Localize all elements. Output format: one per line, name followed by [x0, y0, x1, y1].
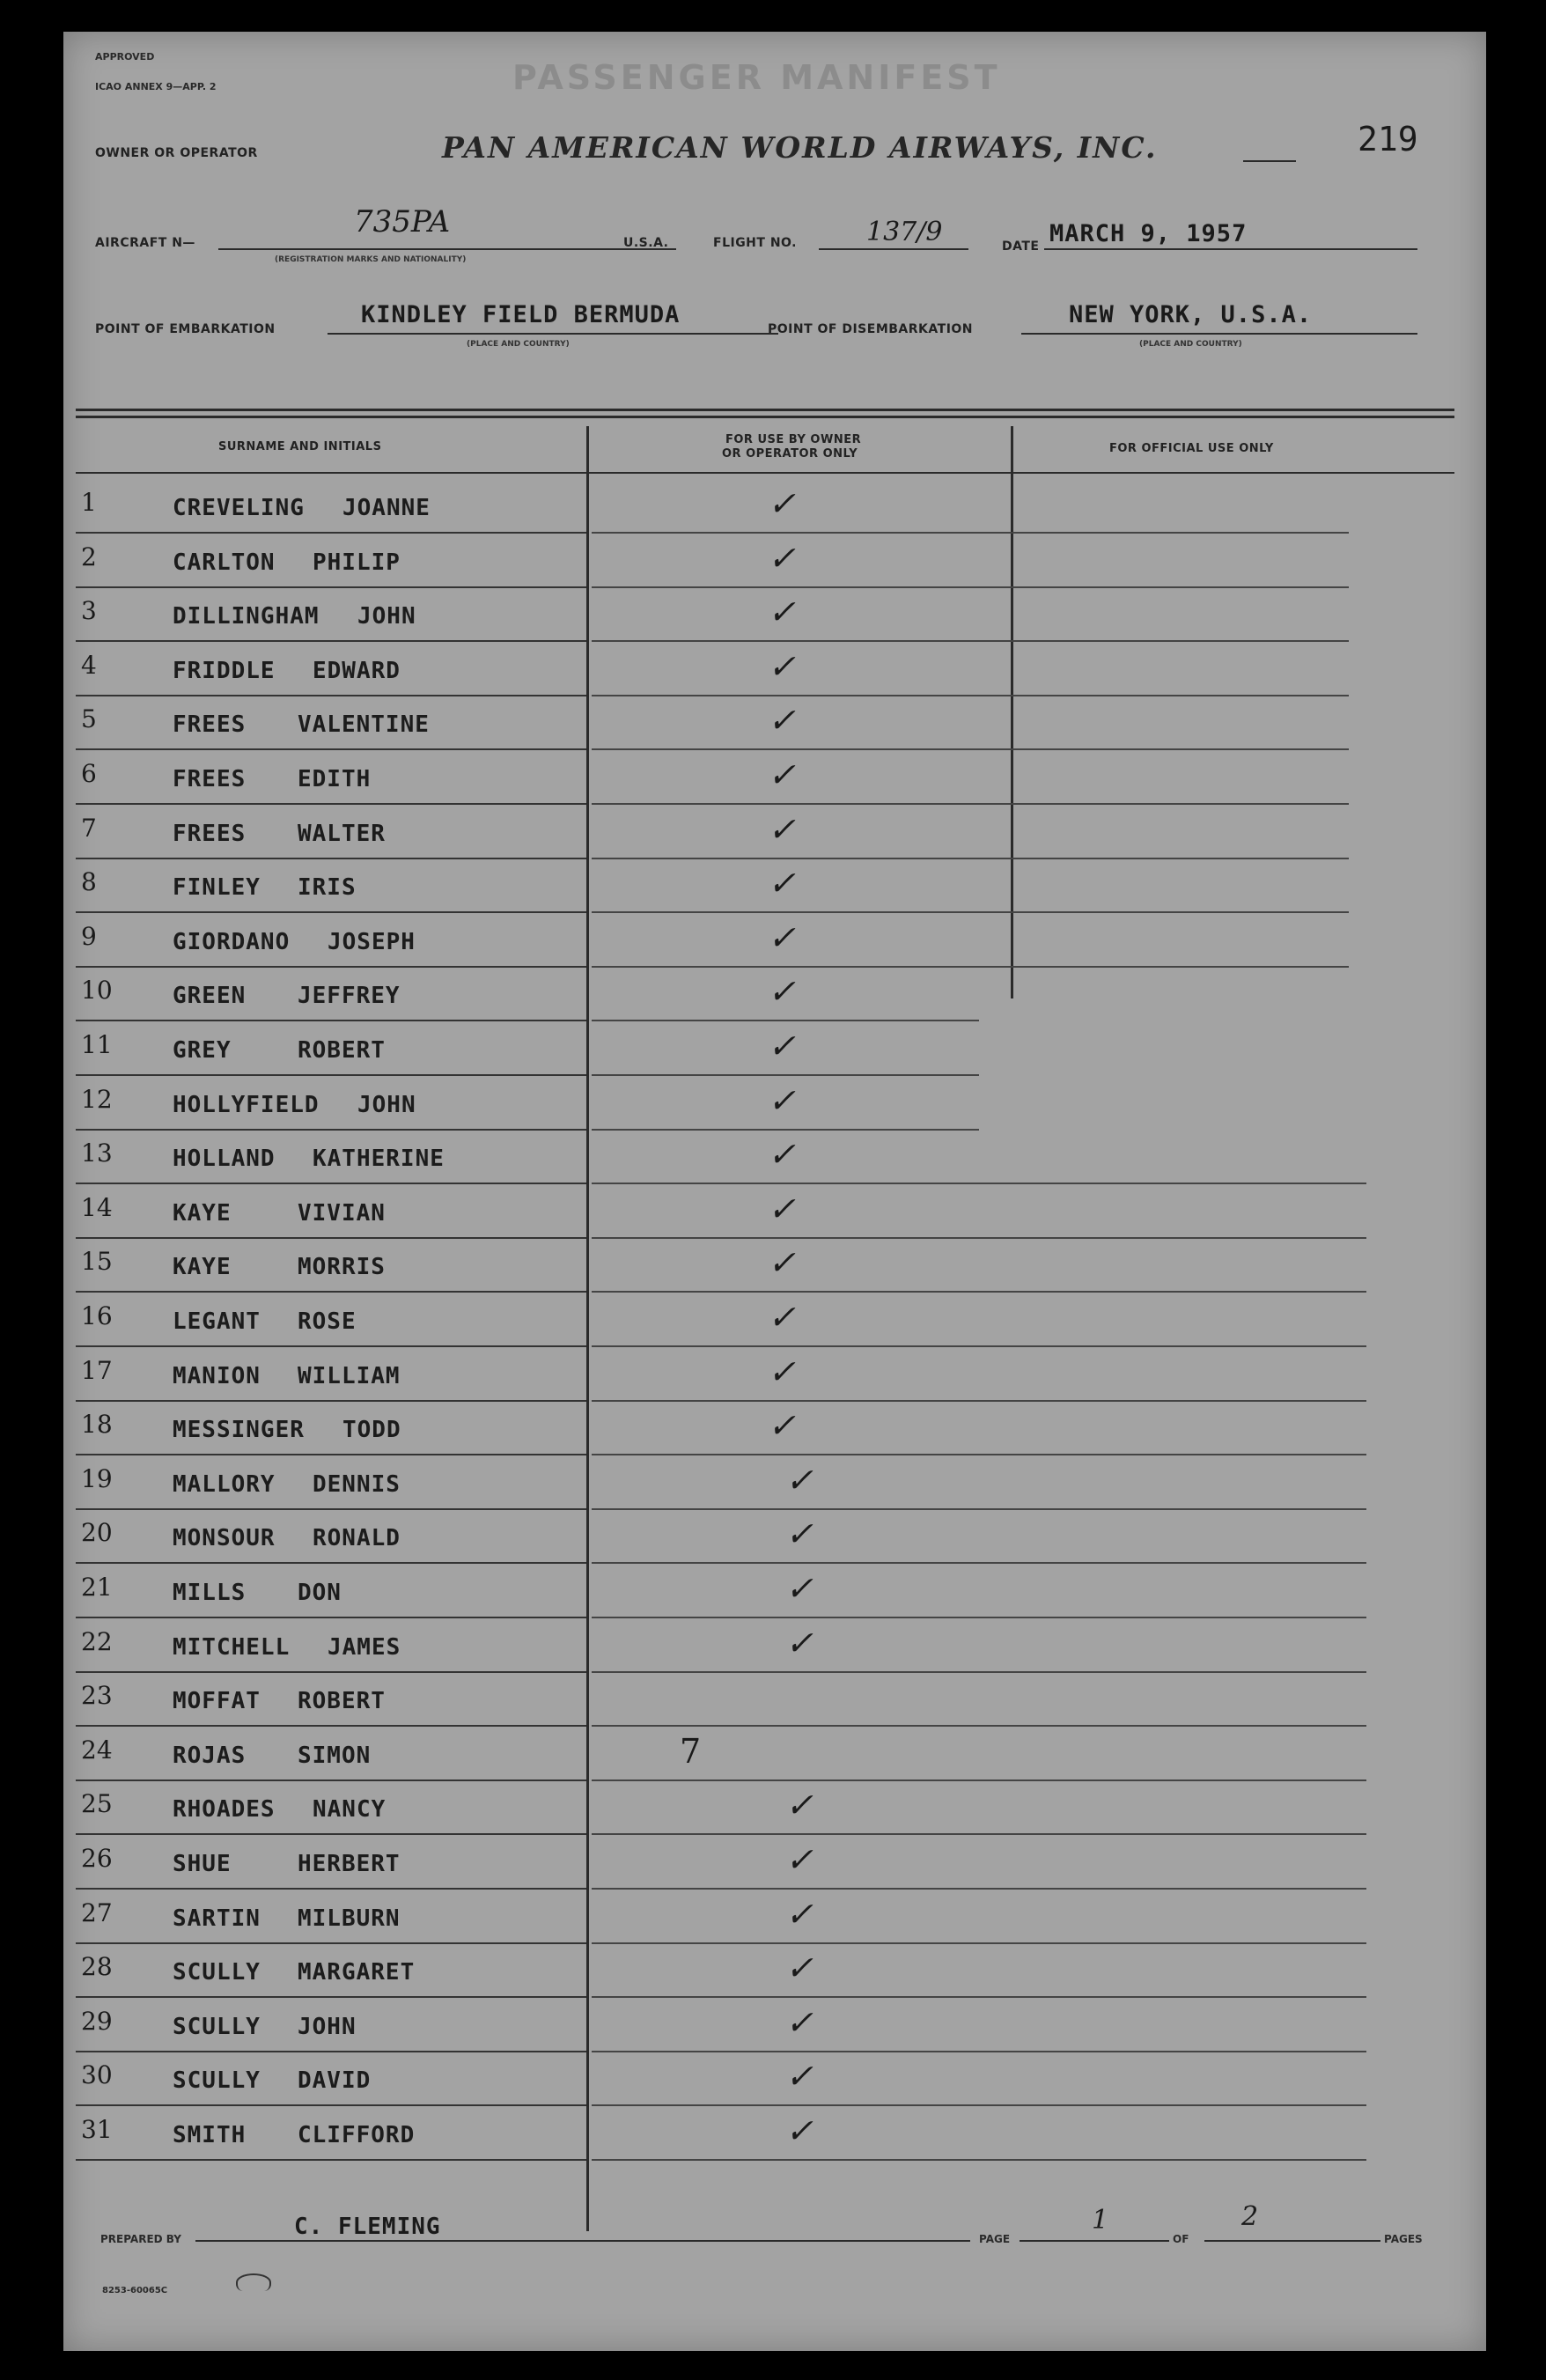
row-rule	[76, 1617, 586, 1618]
row-rule	[76, 1888, 586, 1890]
form-title: PASSENGER MANIFEST	[512, 58, 1001, 97]
check-mark: ✓	[768, 539, 796, 578]
row-number: 1	[81, 488, 97, 517]
passenger-row	[63, 1786, 1486, 1844]
row-rule-right	[592, 1345, 1366, 1347]
row-rule-right	[592, 748, 1349, 750]
owner-underline	[1243, 160, 1296, 162]
row-rule	[76, 1562, 586, 1564]
passenger-surname: KAYE	[173, 1200, 232, 1227]
row-rule-right	[592, 1237, 1366, 1239]
row-number: 20	[81, 1518, 113, 1547]
row-rule	[76, 695, 586, 696]
passenger-given-name: KATHERINE	[313, 1146, 445, 1172]
row-rule	[76, 640, 586, 642]
row-rule-right	[592, 1291, 1366, 1293]
row-number: 31	[81, 2115, 113, 2144]
check-mark: ✓	[768, 1243, 796, 1282]
passenger-row	[63, 1190, 1486, 1248]
passenger-row	[63, 1624, 1486, 1682]
row-rule	[76, 1020, 586, 1021]
row-rule	[76, 1345, 586, 1347]
passenger-row	[63, 1406, 1486, 1464]
row-rule	[76, 1400, 586, 1402]
passenger-row	[63, 810, 1486, 868]
passenger-row	[63, 2003, 1486, 2061]
passenger-surname: MOFFAT	[173, 1688, 261, 1714]
passenger-surname: FINLEY	[173, 874, 261, 901]
row-rule-right	[592, 2104, 1366, 2106]
row-rule	[76, 1237, 586, 1239]
passenger-row	[63, 2057, 1486, 2115]
of-underline	[1204, 2240, 1380, 2242]
passenger-surname: SCULLY	[173, 2014, 261, 2040]
row-rule-right	[592, 2159, 1366, 2161]
check-mark: ✓	[785, 1840, 813, 1879]
owner-label: OWNER OR OPERATOR	[95, 146, 258, 160]
check-mark: 7	[680, 1732, 702, 1771]
passenger-given-name: SIMON	[298, 1743, 372, 1769]
row-rule	[76, 1183, 586, 1184]
passenger-given-name: MILBURN	[298, 1905, 401, 1932]
passenger-given-name: TODD	[342, 1417, 401, 1443]
row-number: 24	[81, 1735, 113, 1765]
check-mark: ✓	[768, 1027, 796, 1065]
row-number: 6	[81, 759, 97, 788]
row-rule-right	[592, 1074, 979, 1076]
check-mark: ✓	[768, 1406, 796, 1445]
row-rule-right	[592, 1779, 1366, 1781]
passenger-given-name: ROBERT	[298, 1037, 386, 1064]
passenger-surname: LEGANT	[173, 1308, 261, 1335]
passenger-given-name: IRIS	[298, 874, 357, 901]
passenger-surname: MITCHELL	[173, 1634, 291, 1661]
passenger-row	[63, 593, 1486, 651]
row-rule-right	[592, 966, 1349, 968]
passenger-given-name: WILLIAM	[298, 1363, 401, 1389]
passenger-row	[63, 2111, 1486, 2170]
passenger-given-name: MARGARET	[298, 1959, 416, 1986]
passenger-given-name: PHILIP	[313, 549, 401, 576]
owner-value: PAN AMERICAN WORLD AIRWAYS, INC.	[442, 130, 1158, 165]
passenger-surname: MALLORY	[173, 1471, 276, 1498]
row-number: 8	[81, 867, 97, 896]
date-underline	[1044, 248, 1417, 250]
row-rule-right	[592, 1562, 1366, 1564]
row-rule-right	[592, 1400, 1366, 1402]
row-rule-right	[592, 1888, 1366, 1890]
date-value: MARCH 9, 1957	[1049, 220, 1248, 247]
passenger-row	[63, 755, 1486, 814]
check-mark: ✓	[768, 755, 796, 794]
approval-line-1: APPROVED	[95, 51, 155, 63]
page-value: 1	[1092, 2205, 1109, 2236]
prepared-value: C. FLEMING	[294, 2214, 441, 2240]
check-mark: ✓	[785, 1895, 813, 1934]
row-rule-right	[592, 803, 1349, 805]
passenger-given-name: JOANNE	[342, 495, 431, 521]
check-mark: ✓	[785, 1514, 813, 1553]
row-rule	[76, 1779, 586, 1781]
passenger-row	[63, 1949, 1486, 2007]
row-number: 18	[81, 1410, 113, 1439]
passenger-surname: ROJAS	[173, 1743, 247, 1769]
check-mark: ✓	[768, 484, 796, 523]
passenger-given-name: EDITH	[298, 766, 372, 792]
row-rule	[76, 1942, 586, 1944]
passenger-surname: FREES	[173, 821, 247, 847]
embark-label: POINT OF EMBARKATION	[95, 322, 276, 336]
passenger-row	[63, 918, 1486, 976]
place-note-1: (PLACE AND COUNTRY)	[467, 340, 570, 349]
passenger-row	[63, 1135, 1486, 1193]
passenger-row	[63, 1681, 1486, 1735]
passenger-given-name: HERBERT	[298, 1851, 401, 1877]
row-number: 21	[81, 1573, 113, 1602]
passenger-surname: SCULLY	[173, 2067, 261, 2094]
passenger-surname: GIORDANO	[173, 929, 291, 955]
passenger-surname: SARTIN	[173, 1905, 261, 1932]
row-rule	[76, 2159, 586, 2161]
passenger-given-name: NANCY	[313, 1796, 386, 1823]
passenger-surname: HOLLYFIELD	[173, 1092, 320, 1118]
row-rule-right	[592, 1996, 1366, 1998]
row-number: 15	[81, 1247, 113, 1276]
check-mark: ✓	[768, 918, 796, 957]
passenger-surname: MILLS	[173, 1580, 247, 1606]
passenger-given-name: DON	[298, 1580, 342, 1606]
usa-label: U.S.A.	[623, 236, 669, 250]
page-label: PAGE	[979, 2233, 1011, 2245]
check-mark: ✓	[768, 1081, 796, 1120]
row-rule	[76, 1725, 586, 1727]
column-official-use: FOR OFFICIAL USE ONLY	[1109, 442, 1274, 455]
row-rule	[76, 1291, 586, 1293]
passenger-row	[63, 1081, 1486, 1139]
row-number: 16	[81, 1301, 113, 1330]
row-rule	[76, 1074, 586, 1076]
flight-label: FLIGHT NO.	[713, 236, 797, 250]
passenger-given-name: ROSE	[298, 1308, 357, 1335]
check-mark: ✓	[768, 864, 796, 903]
check-mark: ✓	[785, 1461, 813, 1499]
passenger-row	[63, 1298, 1486, 1356]
check-mark: ✓	[768, 1190, 796, 1228]
passenger-given-name: EDWARD	[313, 658, 401, 684]
row-rule-right	[592, 1129, 979, 1131]
column-owner-use-1: FOR USE BY OWNER	[725, 433, 862, 446]
row-number: 26	[81, 1844, 113, 1873]
row-rule	[76, 1129, 586, 1131]
passenger-surname: KAYE	[173, 1254, 232, 1280]
row-number: 22	[81, 1627, 113, 1656]
passenger-row	[63, 1027, 1486, 1085]
passenger-given-name: JOHN	[298, 2014, 357, 2040]
row-number: 30	[81, 2060, 113, 2089]
check-mark: ✓	[768, 1352, 796, 1391]
row-number: 12	[81, 1085, 113, 1114]
passenger-given-name: JEFFREY	[298, 983, 401, 1009]
check-mark: ✓	[785, 1569, 813, 1608]
row-number: 14	[81, 1193, 113, 1222]
prepared-label: PREPARED BY	[100, 2233, 181, 2245]
passenger-surname: FREES	[173, 766, 247, 792]
passenger-row	[63, 701, 1486, 759]
row-number: 28	[81, 1952, 113, 1981]
row-rule	[76, 1508, 586, 1510]
flight-underline	[819, 248, 968, 250]
row-rule	[76, 1996, 586, 1998]
row-rule-right	[592, 1183, 1366, 1184]
passenger-given-name: DAVID	[298, 2067, 372, 2094]
passenger-given-name: RONALD	[313, 1525, 401, 1551]
row-number: 5	[81, 704, 97, 733]
check-mark: ✓	[785, 2111, 813, 2150]
embark-underline	[328, 333, 778, 335]
of-value: 2	[1241, 2201, 1259, 2232]
row-number: 23	[81, 1681, 113, 1710]
passenger-surname: SHUE	[173, 1851, 232, 1877]
column-owner-use-2: OR OPERATOR ONLY	[722, 447, 858, 461]
row-rule	[76, 1833, 586, 1835]
row-number: 19	[81, 1464, 113, 1493]
check-mark: ✓	[768, 972, 796, 1011]
passenger-given-name: ROBERT	[298, 1688, 386, 1714]
passenger-row	[63, 647, 1486, 705]
passenger-surname: SCULLY	[173, 1959, 261, 1986]
registration-note: (REGISTRATION MARKS AND NATIONALITY)	[275, 255, 467, 264]
form-number: 8253-60065C	[102, 2286, 168, 2295]
row-rule	[76, 803, 586, 805]
passenger-row	[63, 864, 1486, 922]
passenger-given-name: JAMES	[328, 1634, 401, 1661]
row-rule-right	[592, 911, 1349, 913]
passenger-given-name: WALTER	[298, 821, 386, 847]
row-number: 11	[81, 1030, 113, 1059]
passenger-row	[63, 1243, 1486, 1301]
page-stamp: 219	[1358, 120, 1418, 158]
passenger-surname: DILLINGHAM	[173, 603, 320, 630]
passenger-row	[63, 539, 1486, 597]
passenger-given-name: DENNIS	[313, 1471, 401, 1498]
row-rule	[76, 748, 586, 750]
passenger-given-name: CLIFFORD	[298, 2122, 416, 2148]
pages-label: PAGES	[1384, 2233, 1423, 2245]
header-rule	[76, 472, 1454, 474]
row-rule	[76, 586, 586, 588]
row-number: 17	[81, 1356, 113, 1385]
pan-am-logo-icon	[236, 2273, 271, 2291]
row-number: 3	[81, 596, 97, 625]
disembark-underline	[1021, 333, 1417, 335]
check-mark: ✓	[785, 1786, 813, 1824]
row-number: 25	[81, 1789, 113, 1818]
row-rule	[76, 532, 586, 534]
check-mark: ✓	[768, 1135, 796, 1174]
disembark-value: NEW YORK, U.S.A.	[1069, 301, 1313, 328]
check-mark: ✓	[785, 2057, 813, 2096]
row-number: 4	[81, 651, 97, 680]
of-label: OF	[1173, 2233, 1189, 2245]
row-rule-right	[592, 1020, 979, 1021]
passenger-surname: RHOADES	[173, 1796, 276, 1823]
row-rule	[76, 2051, 586, 2052]
passenger-row	[63, 1840, 1486, 1898]
row-rule-right	[592, 586, 1349, 588]
check-mark: ✓	[768, 593, 796, 631]
passenger-surname: CARLTON	[173, 549, 276, 576]
passenger-surname: FREES	[173, 711, 247, 738]
passenger-surname: MANION	[173, 1363, 261, 1389]
check-mark: ✓	[768, 647, 796, 686]
passenger-surname: HOLLAND	[173, 1146, 276, 1172]
embark-value: KINDLEY FIELD BERMUDA	[361, 301, 681, 328]
passenger-given-name: JOHN	[357, 1092, 416, 1118]
row-rule-right	[592, 1508, 1366, 1510]
column-surname: SURNAME AND INITIALS	[218, 440, 382, 453]
passenger-given-name: JOSEPH	[328, 929, 416, 955]
row-rule-right	[592, 1833, 1366, 1835]
check-mark: ✓	[768, 701, 796, 740]
row-number: 2	[81, 542, 97, 571]
flight-value: 137/9	[866, 217, 943, 247]
row-rule-right	[592, 695, 1349, 696]
passenger-row	[63, 1569, 1486, 1627]
check-mark: ✓	[785, 1949, 813, 1987]
row-rule-right	[592, 2051, 1366, 2052]
passenger-row	[63, 1461, 1486, 1519]
aircraft-underline	[218, 248, 676, 250]
passenger-given-name: MORRIS	[298, 1254, 386, 1280]
passenger-surname: SMITH	[173, 2122, 247, 2148]
manifest-page	[63, 32, 1486, 2351]
passenger-row	[63, 1895, 1486, 1953]
prepared-underline	[195, 2240, 970, 2242]
row-rule	[76, 1671, 586, 1673]
row-rule-right	[592, 1617, 1366, 1618]
passenger-given-name: VIVIAN	[298, 1200, 386, 1227]
aircraft-value: 735PA	[354, 204, 451, 239]
passenger-row	[63, 484, 1486, 542]
row-rule-right	[592, 1454, 1366, 1455]
passenger-surname: MONSOUR	[173, 1525, 276, 1551]
passenger-row	[63, 1514, 1486, 1573]
passenger-row	[63, 1352, 1486, 1411]
passenger-given-name: JOHN	[357, 603, 416, 630]
disembark-label: POINT OF DISEMBARKATION	[768, 322, 974, 336]
row-rule-right	[592, 532, 1349, 534]
passenger-surname: GREY	[173, 1037, 232, 1064]
passenger-row	[63, 972, 1486, 1030]
check-mark: ✓	[785, 1624, 813, 1662]
page-underline	[1020, 2240, 1169, 2242]
row-rule-right	[592, 1942, 1366, 1944]
row-rule	[76, 966, 586, 968]
check-mark: ✓	[768, 810, 796, 849]
row-number: 29	[81, 2007, 113, 2036]
table-rule-top-2	[76, 416, 1454, 418]
passenger-row	[63, 1732, 1486, 1790]
place-note-2: (PLACE AND COUNTRY)	[1139, 340, 1242, 349]
passenger-surname: FRIDDLE	[173, 658, 276, 684]
row-number: 13	[81, 1138, 113, 1168]
row-rule	[76, 1454, 586, 1455]
check-mark: ✓	[768, 1298, 796, 1337]
row-number: 27	[81, 1898, 113, 1927]
passenger-surname: GREEN	[173, 983, 247, 1009]
passenger-given-name: VALENTINE	[298, 711, 430, 738]
row-number: 7	[81, 814, 97, 843]
approval-line-2: ICAO ANNEX 9—APP. 2	[95, 81, 217, 92]
row-number: 10	[81, 976, 113, 1005]
passenger-surname: CREVELING	[173, 495, 305, 521]
check-mark: ✓	[785, 2003, 813, 2042]
row-rule	[76, 2104, 586, 2106]
row-rule-right	[592, 1725, 1366, 1727]
row-rule-right	[592, 1671, 1366, 1673]
passenger-surname: MESSINGER	[173, 1417, 305, 1443]
table-rule-top	[76, 409, 1454, 411]
row-rule-right	[592, 640, 1349, 642]
row-rule	[76, 911, 586, 913]
row-number: 9	[81, 922, 97, 951]
row-rule-right	[592, 858, 1349, 859]
date-label: DATE	[1002, 239, 1040, 254]
aircraft-label: AIRCRAFT N—	[95, 236, 195, 250]
row-rule	[76, 858, 586, 859]
